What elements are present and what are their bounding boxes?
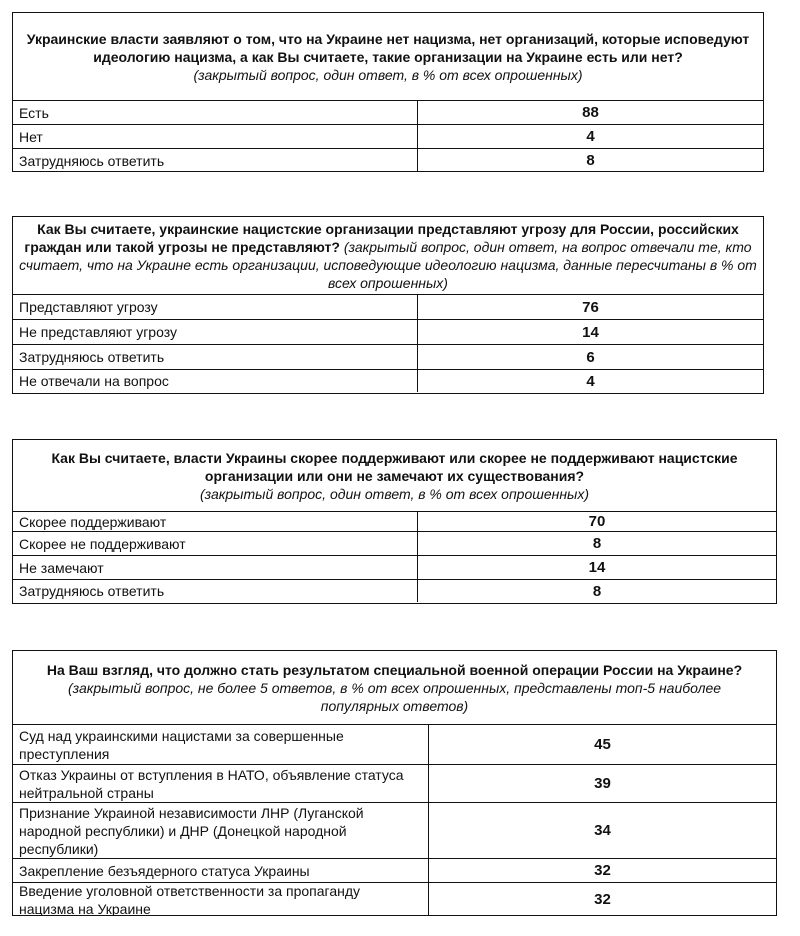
answer-value: 8: [592, 582, 602, 600]
answer-value: 8: [586, 152, 595, 169]
answer-label: Затрудняюсь ответить: [13, 149, 418, 172]
table-row: [13, 101, 763, 125]
answer-label: Есть: [13, 101, 418, 124]
answer-value: 6: [586, 348, 595, 366]
table-row: [13, 345, 763, 370]
answer-value: 14: [582, 323, 599, 341]
question-note: (закрытый вопрос, один ответ, в % от всех опрошенных): [199, 485, 590, 502]
answer-value: 14: [588, 559, 606, 576]
table-row: [13, 883, 776, 916]
table-row: [13, 532, 776, 556]
question-note: (закрытый вопрос, один ответ, на вопрос отвечали те, кто считает, что на Украине есть организации, исповедующие идеологию нацизма, данные пересчитаны в % от всех опрошенных): [19, 238, 757, 291]
answer-label: Представляют угрозу: [13, 295, 418, 319]
table-row: [13, 765, 776, 803]
table-row: [13, 556, 776, 580]
question-title: [19, 220, 757, 292]
answer-label: Признание Украиной независимости ЛНР (Луганской народной республики) и ДНР (Донецкой народной республики): [13, 803, 429, 858]
answer-value: 88: [582, 104, 599, 121]
answer-value: 32: [594, 891, 611, 908]
answer-label: Суд над украинскими нацистами за совершенные преступления: [13, 725, 429, 764]
answer-label: Нет: [13, 125, 418, 148]
answer-label: Не представляют угрозу: [13, 320, 418, 344]
answer-value: 39: [594, 775, 611, 792]
answer-label: Не замечают: [13, 556, 418, 579]
question-header: [13, 217, 763, 295]
answer-value: 8: [592, 535, 602, 552]
survey-table-3: [12, 439, 777, 604]
answer-value: 4: [586, 372, 595, 390]
answer-value: 45: [594, 736, 611, 753]
answer-label: Закрепление безъядерного статуса Украины: [13, 859, 429, 882]
answer-label: Отказ Украины от вступления в НАТО, объявление статуса нейтральной страны: [13, 765, 429, 802]
table-row: [13, 859, 776, 883]
answer-label: Затрудняюсь ответить: [13, 345, 418, 369]
question-note: (закрытый вопрос, не более 5 ответов, в % от всех опрошенных, представлены топ-5 наиболее популярных ответов): [67, 679, 722, 714]
survey-table-2: [12, 216, 764, 394]
answer-value: 32: [594, 862, 611, 879]
answer-value: 34: [594, 822, 611, 839]
answer-value: 4: [586, 128, 595, 145]
answer-label: Скорее не поддерживают: [13, 532, 418, 555]
question-title: Как Вы считаете, власти Украины скорее поддерживают или скорее не поддерживают нацистские организации или они не замечают их существования?: [51, 449, 738, 484]
table-row: [13, 125, 763, 149]
question-header: [13, 440, 776, 512]
table-row: [13, 512, 776, 532]
survey-table-4: [12, 650, 777, 916]
answer-label: Затрудняюсь ответить: [13, 580, 418, 602]
question-note: (закрытый вопрос, один ответ, в % от всех опрошенных): [193, 66, 583, 83]
answer-value: 76: [582, 298, 599, 316]
answer-label: Скорее поддерживают: [13, 512, 418, 531]
question-header: [13, 651, 776, 725]
answer-value: 70: [588, 513, 606, 530]
question-header: [13, 13, 763, 101]
survey-table-1: [12, 12, 764, 172]
table-row: [13, 580, 776, 602]
table-row: [13, 803, 776, 859]
table-row: [13, 320, 763, 345]
table-row: [13, 149, 763, 172]
answer-label: Введение уголовной ответственности за пропаганду нацизма на Украине: [13, 883, 429, 916]
answer-label: Не отвечали на вопрос: [13, 370, 418, 392]
table-row: [13, 295, 763, 320]
question-title: Украинские власти заявляют о том, что на Украине нет нацизма, нет организаций, которые исповедуют идеологию нацизма, а как Вы считаете, такие организации на Украине есть или нет?: [26, 30, 750, 65]
table-row: [13, 370, 763, 392]
table-row: [13, 725, 776, 765]
question-title: На Ваш взгляд, что должно стать результатом специальной военной операции России на Украине?: [46, 661, 743, 678]
question-title-text: Как Вы считаете, украинские нацистские организации представляют угрозу для России, российских граждан или такой угрозы не представляют?: [24, 220, 739, 255]
